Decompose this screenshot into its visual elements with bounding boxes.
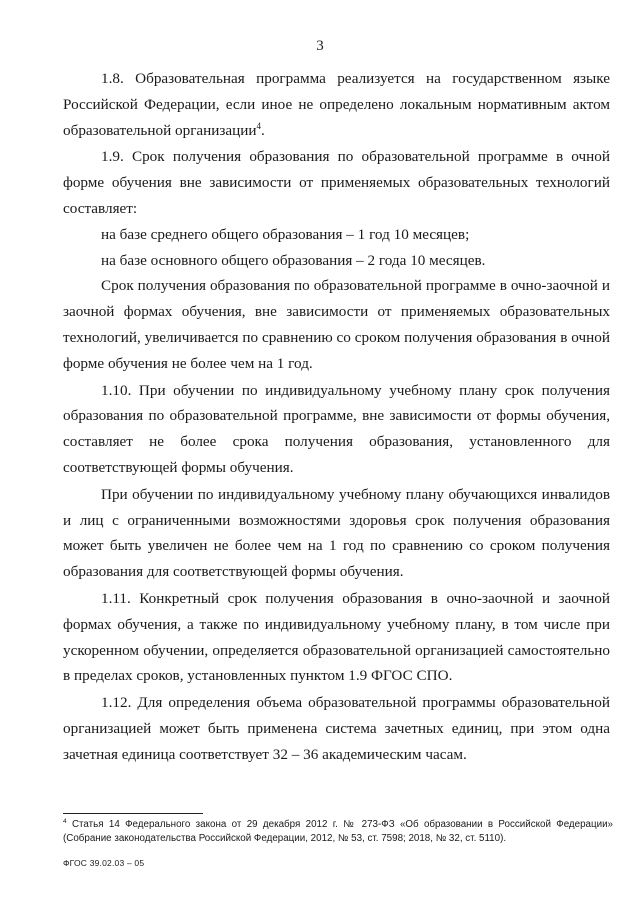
paragraph-1-8-text: 1.8. Образовательная программа реализуется на государственном языке Российской Федерации, если иное не определено локальным нормативным актом образовательной организации [63, 70, 610, 139]
footnote [63, 818, 613, 846]
paragraph-1-11: 1.11. Конкретный срок получения образования в очно-заочной и заочной формах обучения, а также по индивидуальному учебному плану, в том числе при ускоренном обучении, определяется образовательной организацией самостоятельно в пределах сроков, установленных пунктом 1.9 ФГОС СПО. [63, 589, 610, 685]
paragraph-1-9: 1.9. Срок получения образования по образовательной программе в очной форме обучения вне зависимости от применяемых образовательных технологий составляет: [63, 148, 610, 217]
footnote-reference[interactable]: 4 [256, 120, 262, 131]
paragraph-1-9-part-time: Срок получения образования по образовательной программе в очно-заочной и заочной формах обучения, вне зависимости от применяемых образовательных технологий, увеличивается по сравнению со сроком получения образования в очной форме обучения не более чем на 1 год. [63, 277, 610, 372]
document-body [63, 66, 610, 768]
paragraph-1-10: 1.10. При обучении по индивидуальному учебному плану срок получения образования по образовательной программе, вне зависимости от формы обучения, составляет не более срока получения образования, установленного для соответствующей формы обучения. [63, 381, 610, 476]
list-item-basic-education: на базе основного общего образования – 2 года 10 месяцев. [101, 251, 486, 269]
paragraph-1-8 [63, 66, 610, 143]
page-number: 3 [316, 38, 324, 54]
paragraph-1-8-end: . [261, 121, 265, 139]
footnote-divider [63, 813, 203, 814]
paragraph-1-12: 1.12. Для определения объема образовательной программы образовательной организацией может быть применена система зачетных единиц, при этом одна зачетная единица соответствует 32 – 36 академическим часам. [63, 694, 610, 763]
footnote-text: Статья 14 Федерального закона от 29 декабря 2012 г. № 273-ФЗ «Об образовании в Российской Федерации» (Собрание законодательства Российской Федерации, 2012, № 53, ст. 7598; 2018, № 32, ст. 5110). [63, 819, 613, 844]
paragraph-1-10-disabled: При обучении по индивидуальному учебному плану обучающихся инвалидов и лиц с ограниченными возможностями здоровья срок получения образования может быть увеличен не более чем на 1 год по сравнению со сроком получения образования для соответствующей формы обучения. [63, 485, 610, 581]
list-item-secondary-education: на базе среднего общего образования – 1 год 10 месяцев; [101, 225, 470, 243]
footnote-marker: 4 [63, 818, 67, 825]
document-code: ФГОС 39.02.03 – 05 [63, 858, 145, 868]
